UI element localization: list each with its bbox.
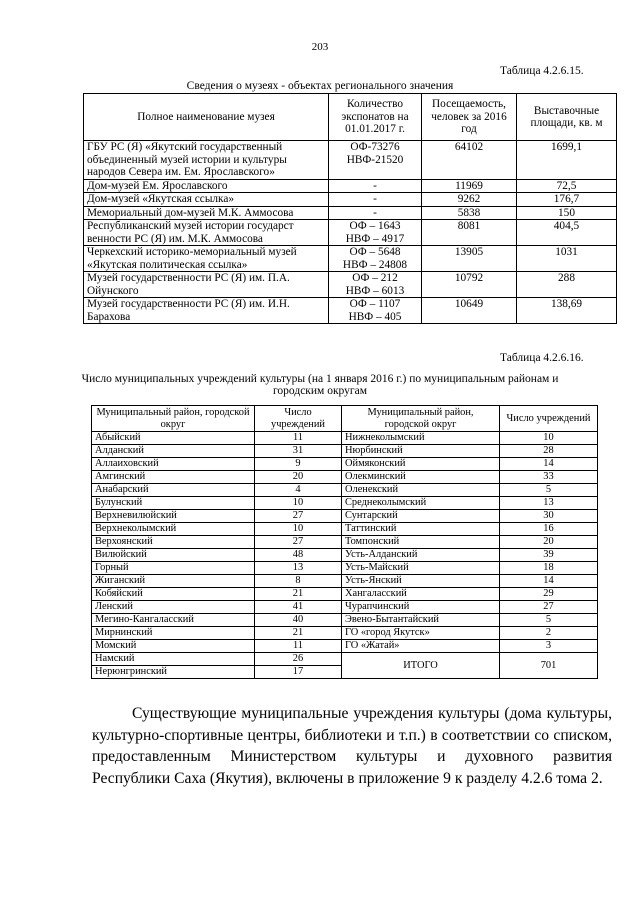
institution-count-cell: 3 (500, 640, 598, 653)
institution-count-cell: 8 (255, 575, 342, 588)
district-name-cell: Алданский (92, 445, 255, 458)
institution-count-cell: 27 (255, 510, 342, 523)
institution-count-cell: 14 (500, 575, 598, 588)
table2-row (92, 510, 598, 523)
table1-title: Сведения о музеях - объектах регионального значения (186, 80, 454, 92)
institution-count-cell: 27 (500, 601, 598, 614)
museum-value-cell: 5838 (422, 206, 517, 220)
institution-count-cell: 28 (500, 445, 598, 458)
table1-header: Выставочные площади, кв. м (517, 94, 617, 141)
institution-count-cell: 5 (500, 484, 598, 497)
museum-name-cell: Черкехский историко-мемориальный музей «Якутская политическая ссылка» (84, 246, 329, 272)
museum-name-cell: ГБУ РС (Я) «Якутский государственный объединенный музей истории и культуры народов Севера им. Ем. Ярославского» (84, 141, 329, 180)
institution-count-cell: 10 (255, 497, 342, 510)
institution-count-cell: 18 (500, 562, 598, 575)
table1-row (84, 220, 617, 246)
district-name-cell: Среднеколымский (342, 497, 500, 510)
district-name-cell: Вилюйский (92, 549, 255, 562)
district-name-cell: Верхоянский (92, 536, 255, 549)
institution-count-cell: 10 (500, 432, 598, 445)
institutions-table (91, 405, 598, 679)
district-name-cell: Таттинский (342, 523, 500, 536)
museum-name-cell: Дом-музей Ем. Ярославского (84, 179, 329, 193)
museum-value-cell: ОФ-73276 НВФ-21520 (329, 141, 422, 180)
institution-count-cell: 21 (255, 627, 342, 640)
district-name-cell: Верхнеколымский (92, 523, 255, 536)
institution-count-cell: 13 (500, 497, 598, 510)
museum-value-cell: 13905 (422, 246, 517, 272)
table1-caption: Таблица 4.2.6.15. (500, 65, 584, 77)
table2-row (92, 627, 598, 640)
table1-row (84, 141, 617, 180)
district-name-cell: Горный (92, 562, 255, 575)
table2-row (92, 640, 598, 653)
district-name-cell: Аллаиховский (92, 458, 255, 471)
body-paragraph: Существующие муниципальные учреждения культуры (дома культуры, культурно-спортивные центры, библиотеки и т.п.) в соответствии со списком, предоставленным Министерством культуры и духовного развития Республики Саха (Якутия), включены в приложение 9 к разделу 4.2.6 тома 2. (92, 705, 612, 787)
institution-count-cell: 13 (255, 562, 342, 575)
institution-count-cell: 5 (500, 614, 598, 627)
institution-count-cell: 27 (255, 536, 342, 549)
museum-name-cell: Республиканский музей истории государст венности РС (Я) им. М.К. Аммосова (84, 220, 329, 246)
museum-value-cell: 404,5 (517, 220, 617, 246)
district-name-cell: ГО «Жатай» (342, 640, 500, 653)
museum-value-cell: 11969 (422, 179, 517, 193)
table2-row (92, 588, 598, 601)
district-name-cell: Нюрбинский (342, 445, 500, 458)
museum-value-cell: - (329, 206, 422, 220)
table1-row (84, 193, 617, 207)
institution-count-cell: 16 (500, 523, 598, 536)
district-name-cell: Намский (92, 653, 255, 666)
table2-row (92, 549, 598, 562)
table2-title: Число муниципальных учреждений культуры (на 1 января 2016 г.) по муниципальным районам и городским округам (81, 373, 559, 397)
district-name-cell: Булунский (92, 497, 255, 510)
table1-header: Количество экспонатов на 01.01.2017 г. (329, 94, 422, 141)
institution-count-cell: 2 (500, 627, 598, 640)
table2-row (92, 653, 598, 666)
institution-count-cell: 4 (255, 484, 342, 497)
district-name-cell: Олекминский (342, 471, 500, 484)
district-name-cell: Момский (92, 640, 255, 653)
institution-count-cell: 29 (500, 588, 598, 601)
museum-value-cell: 1699,1 (517, 141, 617, 180)
museum-value-cell: ОФ – 1643 НВФ – 4917 (329, 220, 422, 246)
museum-name-cell: Дом-музей «Якутская ссылка» (84, 193, 329, 207)
district-name-cell: Усть-Майский (342, 562, 500, 575)
museum-value-cell: - (329, 179, 422, 193)
total-value-cell: 701 (500, 653, 598, 679)
institution-count-cell: 10 (255, 523, 342, 536)
museums-table (83, 93, 617, 324)
museum-value-cell: ОФ – 212 НВФ – 6013 (329, 272, 422, 298)
table1-header: Посещаемость, человек за 2016 год (422, 94, 517, 141)
museum-value-cell: ОФ – 1107 НВФ – 405 (329, 298, 422, 324)
museum-name-cell: Мемориальный дом-музей М.К. Аммосова (84, 206, 329, 220)
museum-value-cell: 10649 (422, 298, 517, 324)
institution-count-cell: 31 (255, 445, 342, 458)
table2-row (92, 445, 598, 458)
institution-count-cell: 26 (255, 653, 342, 666)
museum-value-cell: 9262 (422, 193, 517, 207)
institution-count-cell: 41 (255, 601, 342, 614)
table2-header: Муниципальный район, городской округ (92, 406, 255, 432)
table1-row (84, 246, 617, 272)
district-name-cell: Оленекский (342, 484, 500, 497)
district-name-cell: Жиганский (92, 575, 255, 588)
museum-value-cell: 1031 (517, 246, 617, 272)
total-label-cell: ИТОГО (342, 653, 500, 679)
district-name-cell: Нижнеколымский (342, 432, 500, 445)
district-name-cell: Абыйский (92, 432, 255, 445)
table1-header: Полное наименование музея (84, 94, 329, 141)
museum-value-cell: 150 (517, 206, 617, 220)
table2-caption: Таблица 4.2.6.16. (500, 352, 584, 364)
museum-name-cell: Музей государственности РС (Я) им. И.Н. Барахова (84, 298, 329, 324)
museum-value-cell: 176,7 (517, 193, 617, 207)
table1-header-row (84, 94, 617, 141)
institution-count-cell: 9 (255, 458, 342, 471)
district-name-cell: Усть-Янский (342, 575, 500, 588)
institution-count-cell: 20 (500, 536, 598, 549)
institution-count-cell: 11 (255, 432, 342, 445)
table2-header: Число учреждений (500, 406, 598, 432)
district-name-cell: Верхневилюйский (92, 510, 255, 523)
district-name-cell: Амгинский (92, 471, 255, 484)
table2-row (92, 484, 598, 497)
table2-row (92, 471, 598, 484)
table1-row (84, 298, 617, 324)
table2-row (92, 562, 598, 575)
institution-count-cell: 30 (500, 510, 598, 523)
table2-row (92, 575, 598, 588)
district-name-cell: Чурапчинский (342, 601, 500, 614)
table2-row (92, 432, 598, 445)
institution-count-cell: 17 (255, 666, 342, 679)
museum-value-cell: 72,5 (517, 179, 617, 193)
table1-row (84, 179, 617, 193)
table2-header: Число учреждений (255, 406, 342, 432)
district-name-cell: Сунтарский (342, 510, 500, 523)
museum-value-cell: 288 (517, 272, 617, 298)
table1-row (84, 272, 617, 298)
district-name-cell: Усть-Алданский (342, 549, 500, 562)
institution-count-cell: 14 (500, 458, 598, 471)
institution-count-cell: 40 (255, 614, 342, 627)
district-name-cell: Кобяйский (92, 588, 255, 601)
table2-row (92, 614, 598, 627)
museum-value-cell: 138,69 (517, 298, 617, 324)
district-name-cell: Нерюнгринский (92, 666, 255, 679)
table2-row (92, 536, 598, 549)
table2-row (92, 458, 598, 471)
table2-row (92, 601, 598, 614)
table2-header-row (92, 406, 598, 432)
table2-row (92, 497, 598, 510)
page-number: 203 (311, 41, 329, 53)
table2-row (92, 523, 598, 536)
institution-count-cell: 20 (255, 471, 342, 484)
district-name-cell: Анабарский (92, 484, 255, 497)
district-name-cell: Томпонский (342, 536, 500, 549)
museum-value-cell: - (329, 193, 422, 207)
museum-name-cell: Музей государственности РС (Я) им. П.А. Ойунского (84, 272, 329, 298)
institution-count-cell: 33 (500, 471, 598, 484)
institution-count-cell: 39 (500, 549, 598, 562)
district-name-cell: Мегино-Кангаласский (92, 614, 255, 627)
museum-value-cell: 64102 (422, 141, 517, 180)
district-name-cell: Эвено-Бытантайский (342, 614, 500, 627)
table1-row (84, 206, 617, 220)
table2-header: Муниципальный район, городской округ (342, 406, 500, 432)
institution-count-cell: 48 (255, 549, 342, 562)
institution-count-cell: 11 (255, 640, 342, 653)
district-name-cell: ГО «город Якутск» (342, 627, 500, 640)
museum-value-cell: 10792 (422, 272, 517, 298)
district-name-cell: Мирнинский (92, 627, 255, 640)
district-name-cell: Оймяконский (342, 458, 500, 471)
museum-value-cell: ОФ – 5648 НВФ – 24808 (329, 246, 422, 272)
district-name-cell: Хангаласский (342, 588, 500, 601)
district-name-cell: Ленский (92, 601, 255, 614)
museum-value-cell: 8081 (422, 220, 517, 246)
institution-count-cell: 21 (255, 588, 342, 601)
